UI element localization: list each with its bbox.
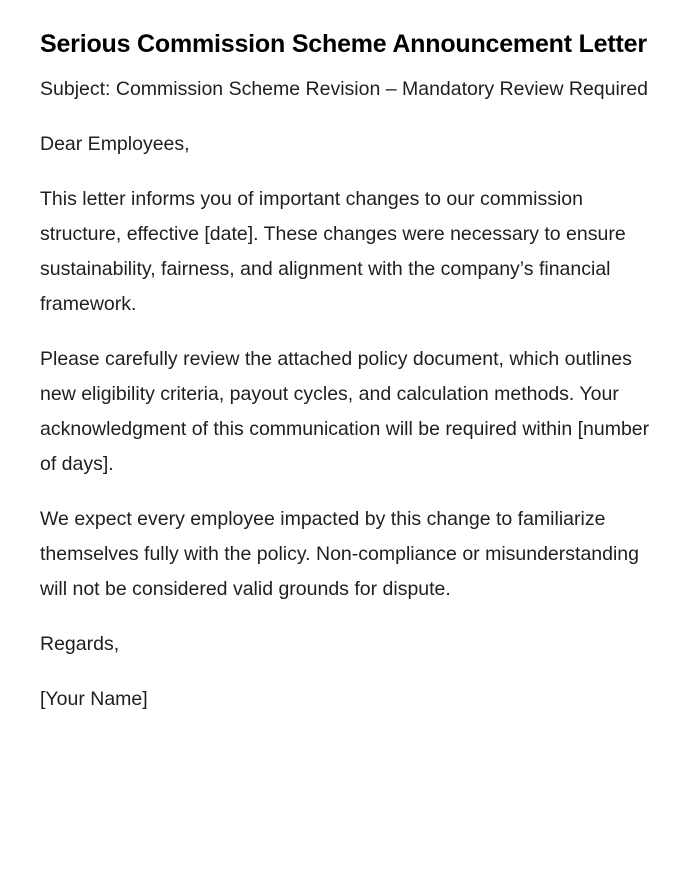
body-paragraph-3: We expect every employee impacted by this change to familiarize themselves fully with the policy. Non-compliance or misunderstanding will not be considered valid grounds for dispute. [40,508,639,600]
signature: [Your Name] [40,688,148,710]
body-paragraph-2: Please carefully review the attached policy document, which outlines new eligibility criteria, payout cycles, and calculation methods. Your acknowledgment of this communication will be required within [number of days]. [40,348,650,475]
greeting: Dear Employees, [40,133,190,155]
letter-document [40,22,650,737]
subject-line: Subject: Commission Scheme Revision – Mandatory Review Required [40,78,649,100]
closing: Regards, [40,633,120,655]
body-paragraph-1: This letter informs you of important changes to our commission structure, effective [date]. These changes were necessary to ensure sustainability, fairness, and alignment with the company’s financial framework. [40,188,626,315]
document-title: Serious Commission Scheme Announcement Letter [40,30,647,58]
